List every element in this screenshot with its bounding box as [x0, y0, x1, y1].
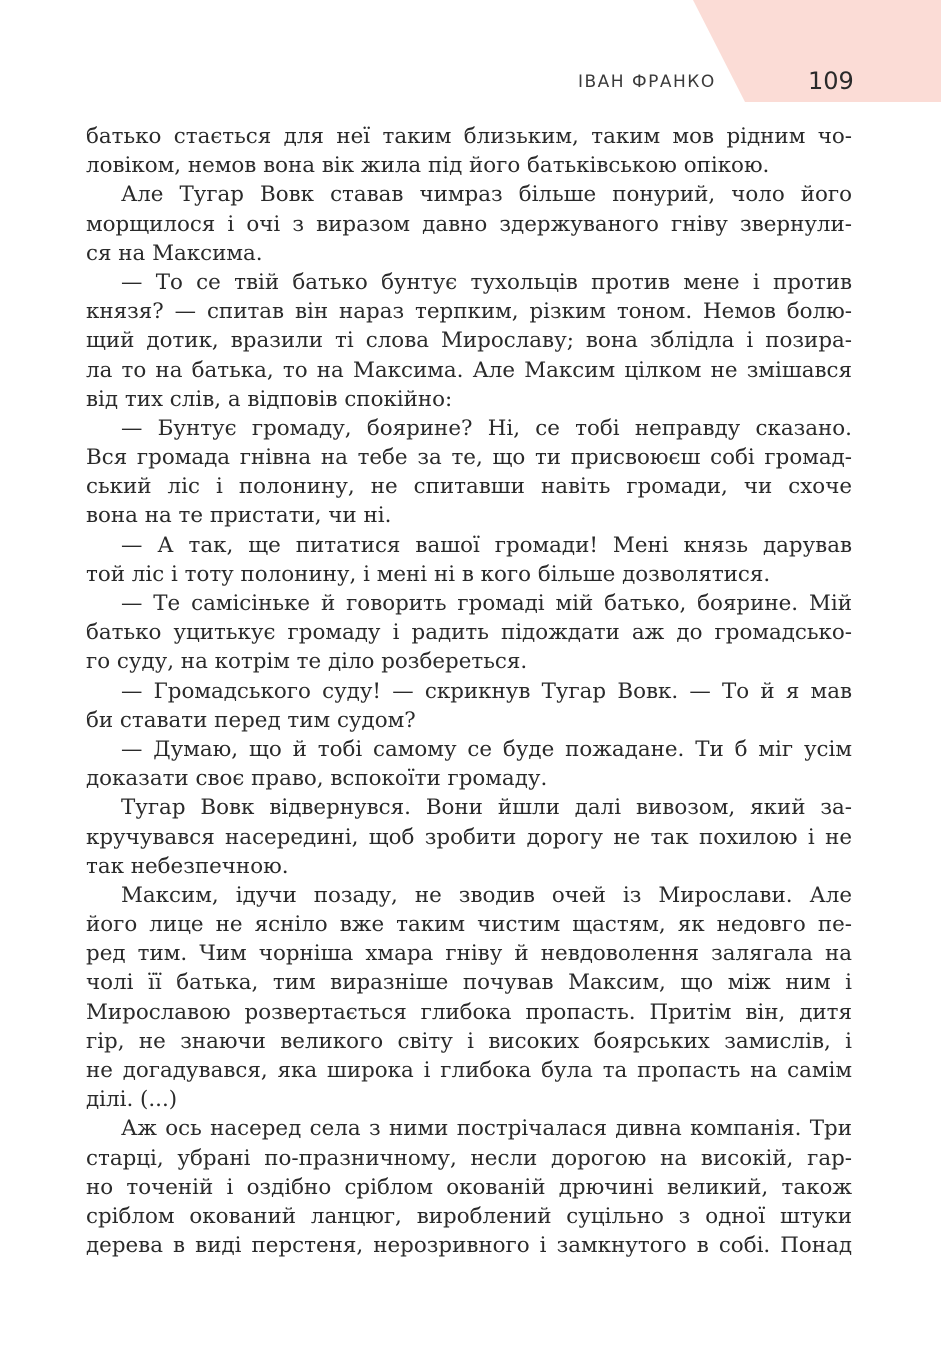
text-line: той ліс і тоту полонину, і мені ні в кого більше дозволятися.: [86, 561, 771, 587]
text-line: — Думаю, що й тобі самому се буде пожадане. Ти б міг усім: [121, 736, 852, 762]
page-number: 109: [808, 67, 854, 95]
text-line: вона на те пристати, чи ні.: [86, 503, 392, 529]
text-line: ділі. (...): [86, 1087, 178, 1113]
text-line: — Те самісіньке й говорить громаді мій батько, боярине. Мій: [121, 591, 852, 616]
text-line: Максим, ідучи позаду, не зводив очей із Мирослави. Але: [121, 882, 852, 908]
text-line: дерева в виді перстеня, нерозривного і замкнутого в собі. Понад: [86, 1233, 852, 1259]
paragraph: [86, 1114, 852, 1260]
text-line: — Громадського суду! — скрикнув Тугар Вовк. — То й я мав: [121, 678, 852, 704]
text-line: Але Тугар Вовк ставав чимраз більше понурий, чоло його: [121, 182, 852, 208]
text-line: батько уцитькує громаду і радить підождати аж до громадсько-: [86, 620, 852, 646]
text-line: від тих слів, а відповів спокійно:: [86, 386, 453, 412]
text-line: старці, убрані по-празничному, несли дорогою на високій, гар-: [86, 1145, 852, 1171]
text-line: ред тим. Чим чорніша хмара гніву й невдоволення залягала на: [86, 941, 852, 967]
text-line: ловіком, немов вона вік жила під його батьківською опікою.: [86, 153, 770, 179]
text-line: князя? — спитав він нараз терпким, різким тоном. Немов болю-: [86, 299, 852, 325]
text-line: так небезпечною.: [86, 853, 289, 879]
text-line: би ставати перед тим судом?: [86, 707, 416, 733]
text-line: сріблом окований ланцюг, вироблений суцільно з одної штуки: [86, 1203, 852, 1229]
text-line: гір, не знаючи великого світу і високих боярських замислів, і: [86, 1028, 852, 1054]
text-line: кручувався насередині, щоб зробити дорогу не так похилою і не: [86, 824, 852, 850]
text-line: ся на Максима.: [86, 240, 263, 266]
text-line: — То се твій батько бунтує тухольців против мене і против: [121, 269, 852, 295]
text-line: щий дотик, вразили ті слова Мирославу; вона зблідла і позира-: [86, 328, 852, 354]
text-line: чолі її батька, тим виразніше почував Максим, що між ним і: [86, 970, 852, 996]
running-head: ІВАН ФРАНКО: [578, 72, 716, 92]
paragraph: [86, 414, 852, 531]
text-line: го суду, на котрім те діло розбереться.: [86, 649, 528, 675]
text-line: — А так, ще питатися вашої громади! Мені князь дарував: [121, 532, 852, 558]
text-line: морщилося і очі з виразом давно здержуваного гніву звернули-: [86, 211, 852, 237]
paragraph: [86, 793, 852, 881]
paragraph: [86, 881, 852, 1115]
paragraph: [86, 122, 852, 180]
text-line: доказати своє право, вспокоїти громаду.: [86, 766, 548, 792]
text-line: ла то на батька, то на Максима. Але Максим цілком не змішався: [86, 357, 852, 383]
paragraph: [86, 677, 852, 735]
text-line: його лице не ясніло вже таким чистим щастям, як недовго пе-: [86, 912, 852, 938]
paragraph: [86, 180, 852, 268]
paragraph: [86, 268, 852, 414]
text-line: Аж ось насеред села з ними пострічалася дивна компанія. Три: [121, 1116, 852, 1142]
text-line: ський ліс і полонину, не спитавши навіть громади, чи схоче: [86, 474, 852, 500]
text-line: Мирославою розвертається глибока пропасть. Притім він, дитя: [86, 999, 852, 1025]
text-line: — Бунтує громаду, боярине? Ні, се тобі неправду сказано.: [121, 415, 852, 441]
text-line: но точеній і оздібно сріблом окованій дрючині великий, також: [86, 1174, 852, 1200]
body-text: [86, 122, 852, 1260]
text-line: Вся громада гнівна на тебе за те, що ти присвоюєш собі громад-: [86, 445, 852, 471]
paragraph: [86, 589, 852, 677]
paragraph: [86, 735, 852, 793]
text-line: не догадувався, яка широка і глибока була та пропасть на самім: [86, 1058, 852, 1083]
paragraph: [86, 531, 852, 589]
text-line: батько стається для неї таким близьким, таким мов рідним чо-: [86, 124, 852, 149]
text-line: Тугар Вовк відвернувся. Вони йшли далі вивозом, який за-: [121, 795, 852, 821]
